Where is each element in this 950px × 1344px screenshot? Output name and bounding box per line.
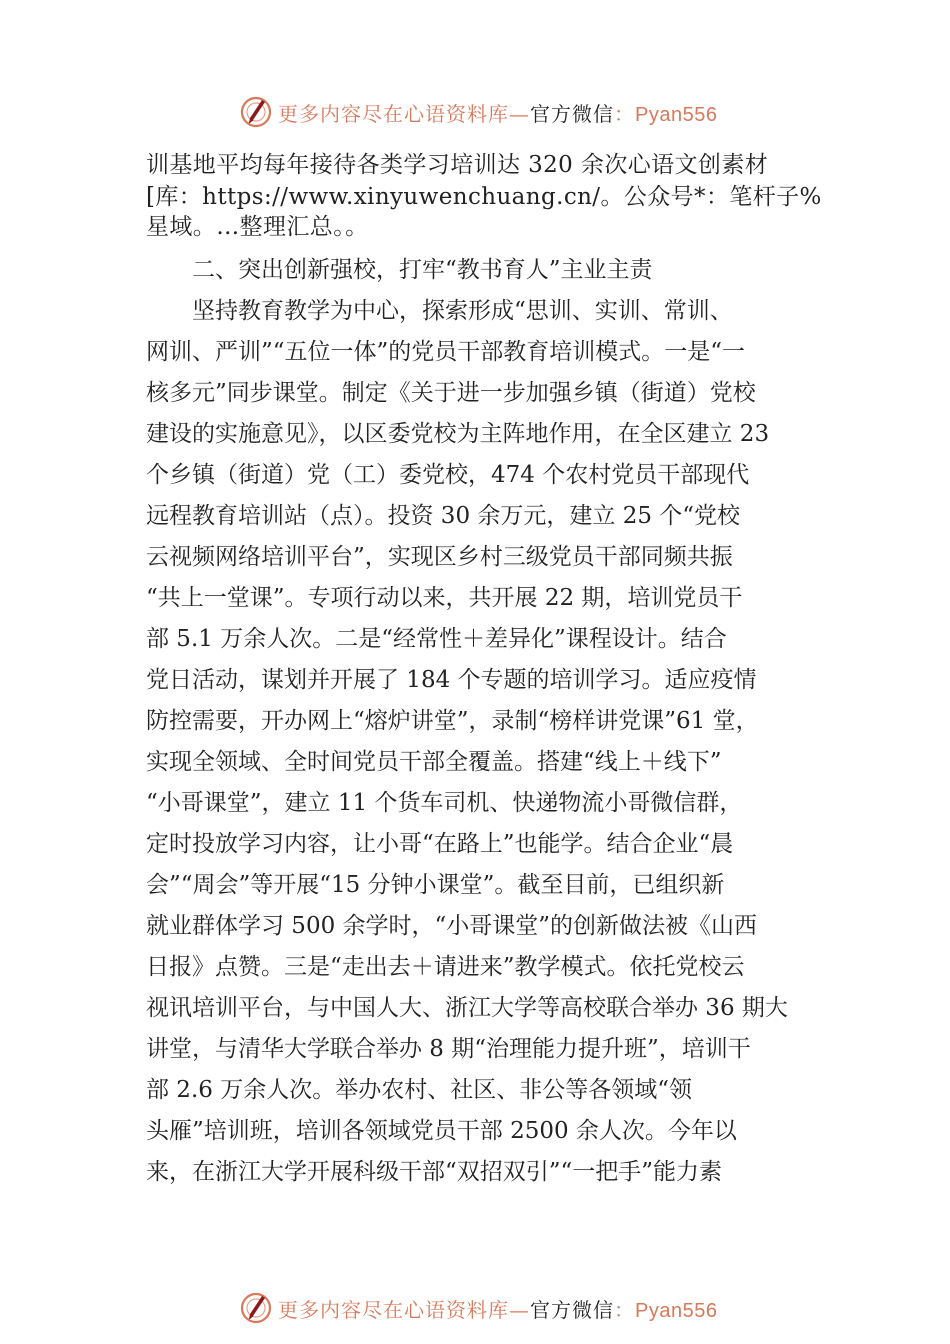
banner-colon: ： <box>614 102 635 126</box>
header-banner <box>0 92 950 136</box>
text-line: “小哥课堂”，建立 11 个货车司机、快递物流小哥微信群， <box>146 790 743 816</box>
section-heading: 二、突出创新强校，打牢“教书育人”主业主责 <box>192 257 653 283</box>
banner-site-name: 更多内容尽在心语资料库 <box>278 102 509 126</box>
text-line: 核多元”同步课堂。制定《关于进一步加强乡镇（街道）党校 <box>146 380 756 406</box>
banner-colon: ： <box>614 1298 635 1322</box>
pen-seal-icon <box>238 94 274 130</box>
banner-account-id: Pyan556 <box>635 104 718 126</box>
text-line: 来，在浙江大学开展科级干部“双招双引”“一把手”能力素 <box>146 1159 723 1185</box>
banner-wechat-label: 官方微信 <box>530 102 614 126</box>
text-line: 日报》点赞。三是“走出去＋请进来”教学模式。依托党校云 <box>146 954 745 980</box>
banner-site-name: 更多内容尽在心语资料库 <box>278 1298 509 1322</box>
text-line: 部 2.6 万余人次。举办农村、社区、非公等各领域“领 <box>146 1077 692 1103</box>
text-line: [库：https://www.xinyuwenchuang.cn/。公众号*：笔杆子% <box>146 184 822 210</box>
banner-text <box>278 1296 717 1325</box>
banner-account-id: Pyan556 <box>635 1300 718 1322</box>
text-line: “共上一堂课”。专项行动以来，共开展 22 期，培训党员干 <box>146 585 743 611</box>
document-body <box>146 150 826 1193</box>
text-line: 个乡镇（街道）党（工）委党校，474 个农村党员干部现代 <box>146 462 750 488</box>
text-line: 防控需要，开办网上“熔炉讲堂”，录制“榜样讲党课”61 堂， <box>146 708 759 734</box>
text-line: 党日活动，谋划并开展了 184 个专题的培训学习。适应疫情 <box>146 667 757 693</box>
paragraph-first-line: 坚持教育教学为中心，探索形成“思训、实训、常训、 <box>192 298 733 324</box>
pen-seal-icon <box>238 1290 274 1326</box>
text-line: 云视频网络培训平台”，实现区乡村三级党员干部同频共振 <box>146 544 733 570</box>
text-line: 视讯培训平台，与中国人大、浙江大学等高校联合举办 36 期大 <box>146 995 788 1021</box>
text-line: 就业群体学习 500 余学时，“小哥课堂”的创新做法被《山西 <box>146 913 758 939</box>
text-line: 训基地平均每年接待各类学习培训达 320 余次心语文创素材 <box>146 152 769 178</box>
text-line: 会”“周会”等开展“15 分钟小课堂”。截至目前，已组织新 <box>146 872 725 898</box>
text-line: 星域。…整理汇总。。 <box>146 214 369 240</box>
text-line: 定时投放学习内容，让小哥“在路上”也能学。结合企业“晨 <box>146 831 734 857</box>
banner-wechat-label: 官方微信 <box>530 1298 614 1322</box>
footer-banner <box>0 1288 950 1332</box>
text-line: 网训、严训”“五位一体”的党员干部教育培训模式。一是“一 <box>146 339 746 365</box>
text-line: 讲堂，与清华大学联合举办 8 期“治理能力提升班”，培训干 <box>146 1036 751 1062</box>
text-line: 部 5.1 万余人次。二是“经常性＋差异化”课程设计。结合 <box>146 626 727 652</box>
banner-separator: — <box>509 102 530 126</box>
banner-separator: — <box>509 1298 530 1322</box>
text-line: 远程教育培训站（点）。投资 30 余万元，建立 25 个“党校 <box>146 503 741 529</box>
text-line: 建设的实施意见》，以区委党校为主阵地作用，在全区建立 23 <box>146 421 770 447</box>
text-line: 头雁”培训班，培训各领域党员干部 2500 余人次。今年以 <box>146 1118 737 1144</box>
text-line: 实现全领域、全时间党员干部全覆盖。搭建“线上＋线下” <box>146 749 722 775</box>
banner-text <box>278 100 717 129</box>
